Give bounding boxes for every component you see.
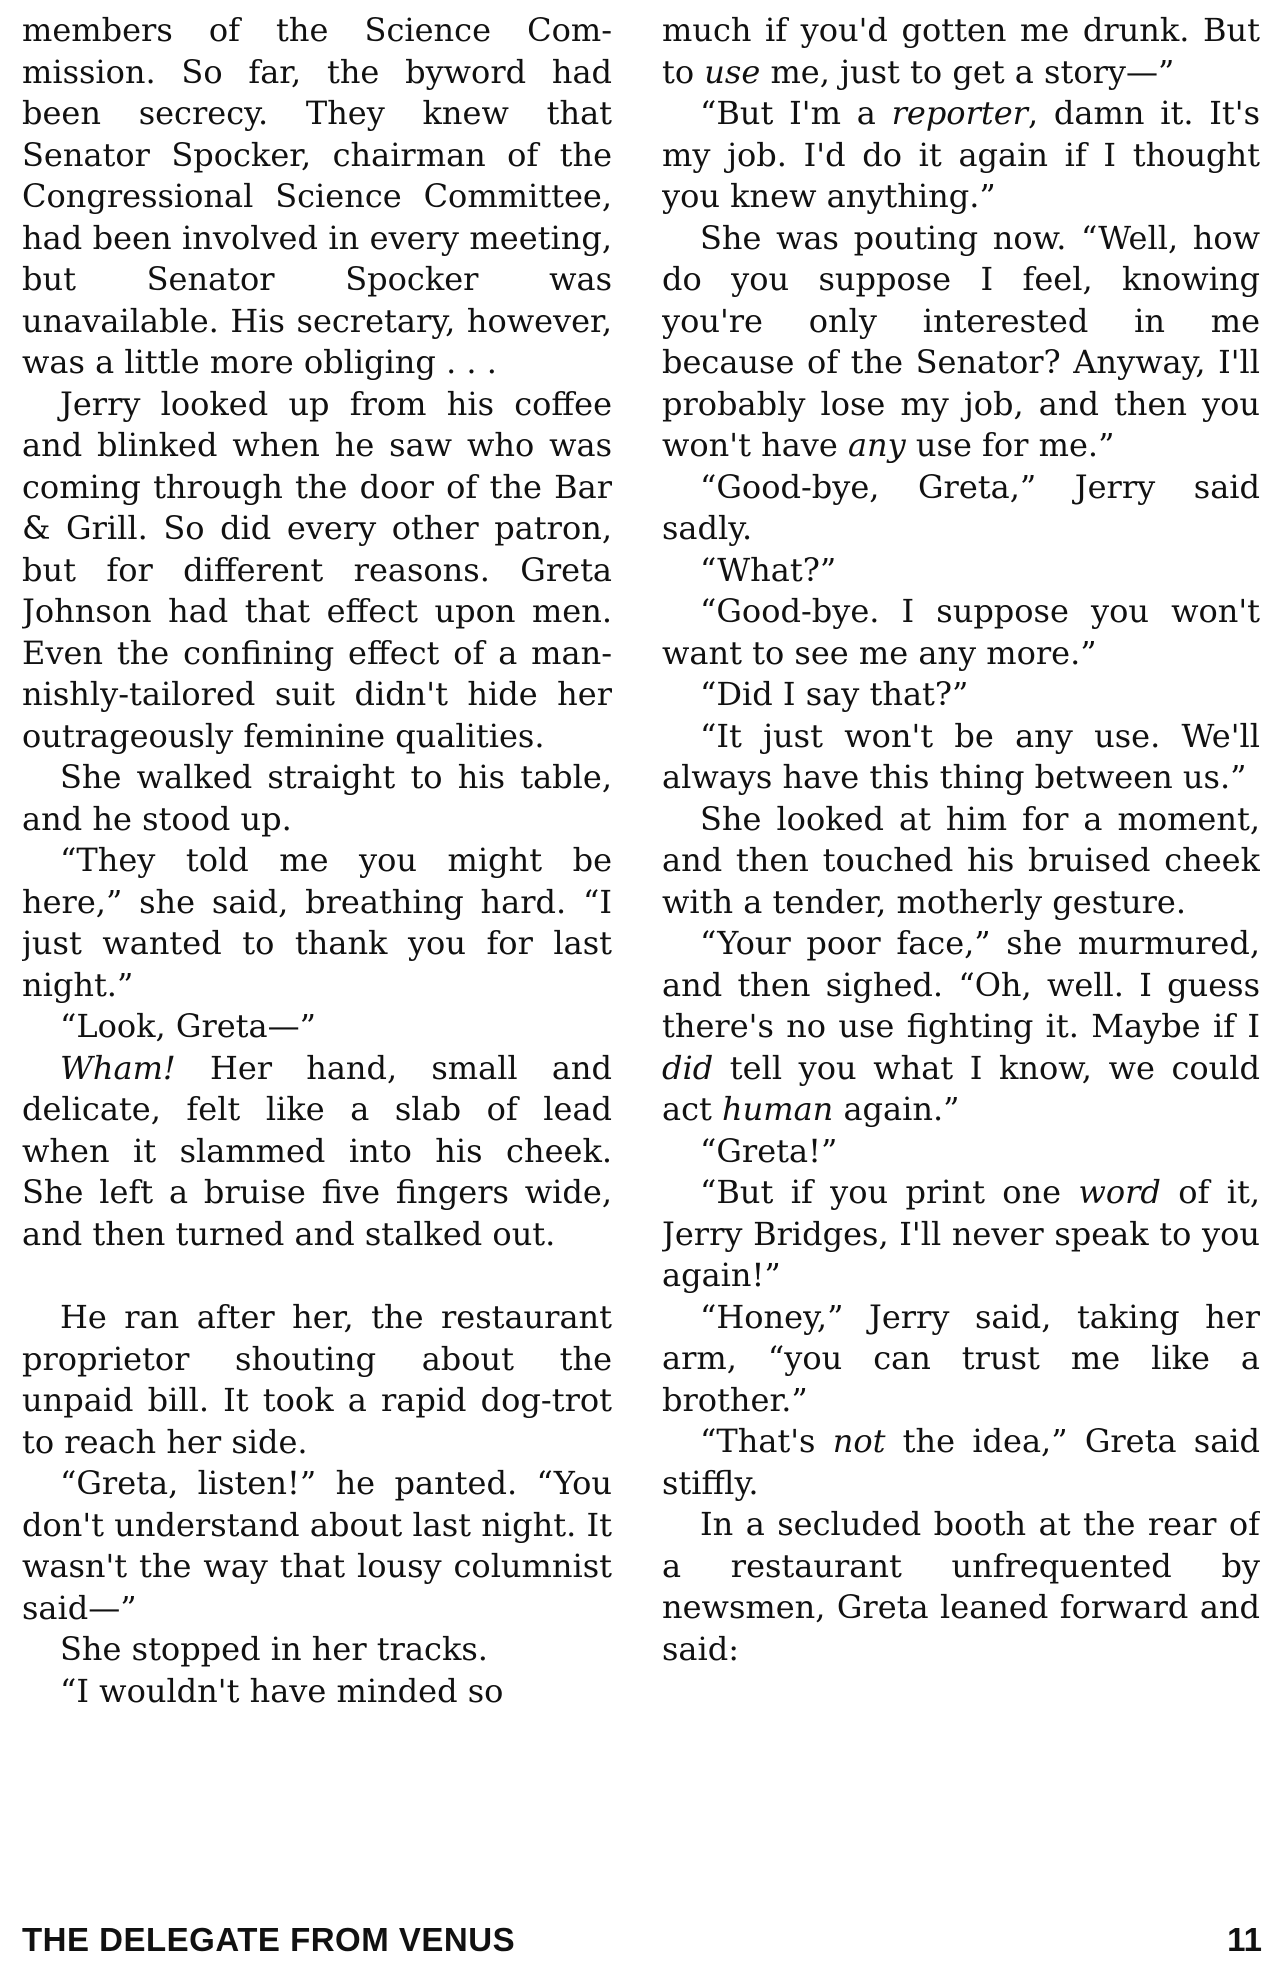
- paragraph: “Greta, listen!” he panted. “You don't understand about last night. It wasn't the way that lousy columnist said—”: [22, 1464, 612, 1627]
- emphasis: word: [1078, 1173, 1161, 1211]
- text-run: Her hand, small and delicate, felt like a slab of lead when it slammed into his cheek. She left a bruise five fingers wide, and then turned and stalked out.: [22, 1048, 612, 1253]
- paragraph: [662, 1421, 1260, 1504]
- paragraph: “Honey,” Jerry said, taking her arm, “you can trust me like a brother.”: [662, 1297, 1260, 1419]
- emphasis: reporter: [891, 94, 1028, 132]
- paragraph: [662, 93, 1260, 218]
- running-title: THE DELEGATE FROM VENUS: [22, 1921, 516, 1958]
- paragraph: [662, 923, 1260, 1131]
- paragraph: She looked at him for a moment, and then touched his bruised cheek with a tender, motherly gesture.: [662, 799, 1260, 921]
- paragraph: members of the Science Commission. So far, the byword had been secrecy. They knew that Senator Spocker, chairman of the Congressional Science Committee, had been involved in every meeting, but Senator Spocker was unavailable. His secretary, however, was a little more obliging . . .: [22, 11, 612, 381]
- text-run: of it, Jerry Bridges, I'll never speak to you again!”: [662, 1173, 1260, 1294]
- paragraph: [662, 1172, 1260, 1297]
- text-run: use for me.”: [905, 426, 1115, 464]
- emphasis: not: [832, 1422, 886, 1460]
- paragraph: “I wouldn't have minded so: [60, 1671, 504, 1710]
- text-run: “But I'm a: [700, 94, 892, 132]
- paragraph: “They told me you might be here,” she said, breathing hard. “I just wanted to thank you for last night.”: [22, 841, 612, 1004]
- paragraph: [662, 218, 1260, 467]
- paragraph: “Look, Greta—”: [60, 1007, 316, 1045]
- right-column: [662, 10, 1260, 1890]
- paragraph: “Greta!”: [700, 1131, 838, 1170]
- paragraph: [22, 1048, 612, 1256]
- left-column: [22, 10, 612, 1890]
- text-run: “Your poor face,” she murmured, and then sighed. “Oh, well. I guess there's no use fighting it. Maybe if I: [662, 924, 1260, 1045]
- paragraph: She walked straight to his table, and he stood up.: [22, 758, 612, 838]
- paragraph: “Good-bye, Greta,” Jerry said sadly.: [662, 467, 1260, 547]
- paragraph: She stopped in her tracks.: [60, 1630, 488, 1668]
- text-run: She was pouting now. “Well, how do you suppose I feel, knowing you're only interested in me because of the Senator? Anyway, I'll probably lose my job, and then you won't have: [662, 218, 1260, 464]
- paragraph: “It just won't be any use. We'll always have this thing between us.”: [662, 716, 1260, 796]
- text-run: “But if you print one: [700, 1173, 1079, 1211]
- emphasis: any: [847, 426, 906, 464]
- emphasis: did: [662, 1048, 714, 1087]
- emphasis: use: [704, 52, 761, 91]
- emphasis: Wham!: [60, 1048, 176, 1087]
- paragraph: Jerry looked up from his coffee and blinked when he saw who was coming through the door of the Bar & Grill. So did every other patron, but for different reasons. Greta Johnson had that effect upon men. Even the confining effect of a mannishly-tailored suit didn't hide her outrageously feminine qualities.: [22, 384, 612, 755]
- page-number: 11: [1227, 1921, 1262, 1958]
- text-run: tell you what I know, we could act: [662, 1048, 1260, 1128]
- paragraph: “Did I say that?”: [700, 675, 969, 713]
- paragraph: “What?”: [700, 550, 837, 589]
- paragraph: “Good-bye. I suppose you won't want to see me any more.”: [662, 592, 1260, 672]
- text-run: again.”: [833, 1090, 960, 1128]
- paragraph: In a secluded booth at the rear of a restaurant unfrequented by newsmen, Greta leaned forward and said:: [662, 1505, 1260, 1668]
- paragraph: He ran after her, the restaurant proprietor shouting about the unpaid bill. It took a rapid dog-trot to reach her side.: [22, 1298, 612, 1461]
- text-run: much if you'd gotten me drunk. But to: [662, 11, 1260, 91]
- text-run: me, just to get a story—”: [760, 52, 1175, 91]
- magazine-page: [22, 10, 1262, 1910]
- paragraph: [662, 10, 1260, 93]
- emphasis: human: [722, 1090, 834, 1128]
- text-run: , damn it. It's my job. I'd do it again if I thought you knew anything.”: [662, 94, 1260, 215]
- page-footer: [22, 1921, 1262, 1965]
- text-run: “That's: [700, 1422, 833, 1460]
- text-run: the idea,” Greta said stiffly.: [662, 1422, 1260, 1502]
